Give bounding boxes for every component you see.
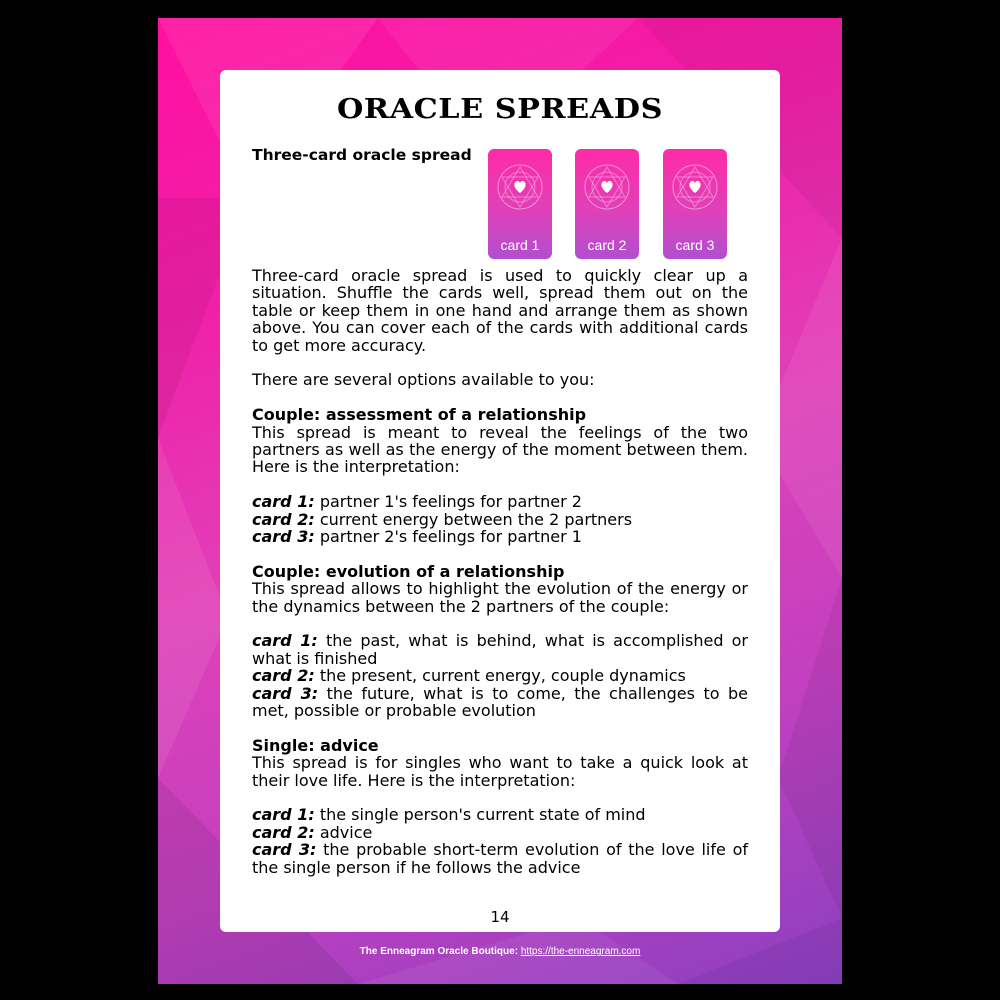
footer bbox=[158, 946, 842, 957]
mandala-icon bbox=[669, 161, 721, 213]
card-meaning bbox=[252, 493, 748, 510]
card-meaning bbox=[252, 685, 748, 720]
card-meaning-text: the present, current energy, couple dynamics bbox=[319, 666, 686, 686]
card-meaning-label: card 2: bbox=[252, 509, 315, 529]
card-meaning-label: card 1: bbox=[252, 631, 318, 651]
card-meaning-label: card 2: bbox=[252, 666, 315, 686]
card-label: card 2 bbox=[587, 237, 627, 253]
section-description: This spread is meant to reveal the feelings of the two partners as well as the energy of the moment between them. Here is the interpretation: bbox=[252, 422, 748, 477]
card-meaning bbox=[252, 528, 748, 545]
card-meaning-text: the past, what is behind, what is accomplished or what is finished bbox=[252, 631, 749, 668]
card-meaning bbox=[252, 806, 748, 823]
card-meaning-label: card 1: bbox=[252, 492, 315, 512]
section-title: Couple: evolution of a relationship bbox=[252, 561, 565, 581]
footer-label: The Enneagram Oracle Boutique: bbox=[359, 946, 519, 957]
card-meaning-text: advice bbox=[319, 822, 373, 842]
card-meaning-text: current energy between the 2 partners bbox=[319, 509, 633, 529]
card-meaning-label: card 1: bbox=[252, 805, 315, 825]
card-meaning-label: card 3: bbox=[252, 683, 319, 703]
card-meaning bbox=[252, 511, 748, 528]
card-meaning-text: the single person's current state of mind bbox=[319, 805, 646, 825]
card-meaning-label: card 3: bbox=[252, 840, 317, 860]
card-meaning-label: card 3: bbox=[252, 527, 315, 547]
section-title: Couple: assessment of a relationship bbox=[252, 405, 587, 425]
card-meaning-text: the probable short-term evolution of the love life of the single person if he follows the advice bbox=[252, 840, 748, 877]
card-1-image bbox=[488, 149, 552, 259]
page-number: 14 bbox=[490, 908, 510, 926]
card-meaning-text: the future, what is to come, the challenges to be met, possible or probable evolution bbox=[252, 683, 748, 721]
body-text bbox=[252, 267, 748, 876]
spread-title: Three-card oracle spread bbox=[252, 146, 472, 164]
intro-paragraph: Three-card oracle spread is used to quickly clear up a situation. Shuffle the cards well, spread them out on the table or keep them in one hand and arrange them as shown above. You can cover each of the cards with additional cards to get more accuracy. bbox=[252, 266, 748, 355]
page-title: ORACLE SPREADS bbox=[337, 94, 663, 125]
footer-link[interactable]: https://the-enneagram.com bbox=[520, 946, 641, 957]
mandala-icon bbox=[581, 161, 633, 213]
card-2-image bbox=[575, 149, 639, 259]
card-label: card 3 bbox=[675, 237, 715, 253]
content-sheet bbox=[220, 70, 780, 932]
card-label: card 1 bbox=[500, 237, 540, 253]
card-meaning bbox=[252, 632, 748, 667]
card-meaning-text: partner 2's feelings for partner 1 bbox=[319, 527, 582, 547]
section-description: This spread allows to highlight the evolution of the energy or the dynamics between the 2 partners of the couple: bbox=[252, 579, 748, 616]
section-title: Single: advice bbox=[252, 735, 379, 755]
card-meaning-text: partner 1's feelings for partner 2 bbox=[319, 492, 582, 512]
card-meaning bbox=[252, 841, 748, 876]
card-meaning bbox=[252, 824, 748, 841]
card-3-image bbox=[663, 149, 727, 259]
card-meaning bbox=[252, 667, 748, 684]
page-background bbox=[158, 18, 842, 984]
section-description: This spread is for singles who want to take a quick look at their love life. Here is the interpretation: bbox=[252, 753, 748, 790]
card-meaning-label: card 2: bbox=[252, 822, 315, 842]
mandala-icon bbox=[494, 161, 546, 213]
options-line: There are several options available to you: bbox=[252, 370, 595, 390]
